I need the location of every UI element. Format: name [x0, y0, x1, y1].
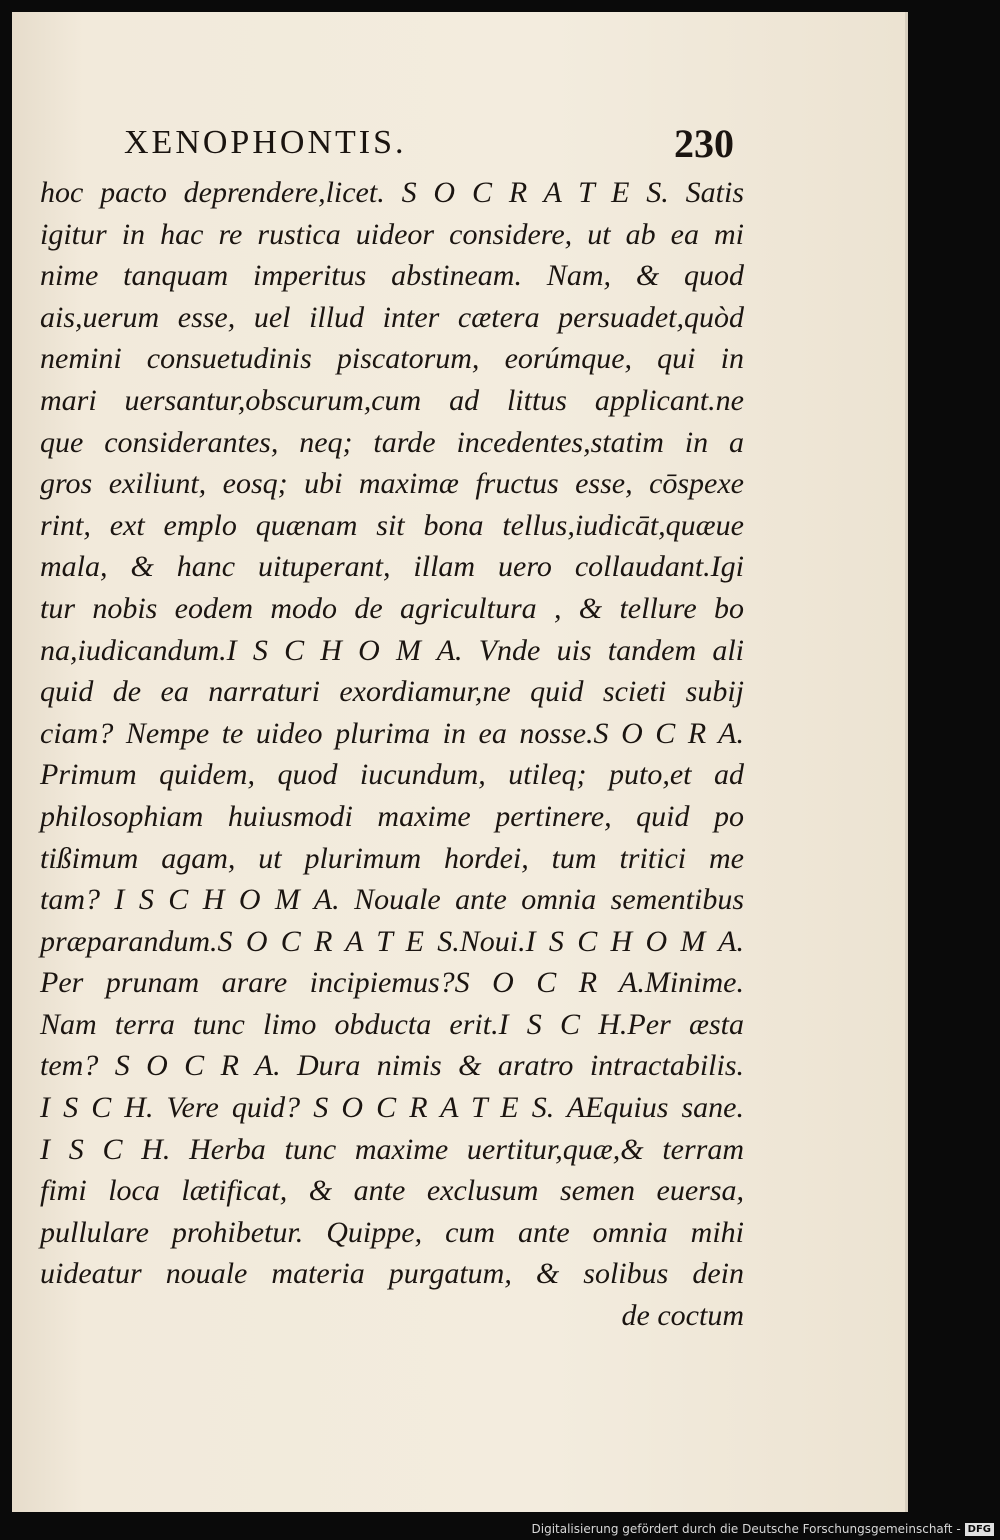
text-line: Primum quidem, quod iucundum, utileq; puto,et ad — [40, 758, 744, 792]
text-line: pullulare prohibetur. Quippe, cum ante omnia mihi — [40, 1215, 744, 1249]
text-line: præparandum.S O C R A T E S.Noui.I S C H O M A. — [40, 924, 744, 958]
text-line: I S C H. Herba tunc maxime uertitur,quæ,& terram — [40, 1132, 744, 1166]
text-line: igitur in hac re rustica uideor considere, ut ab ea mi — [40, 217, 744, 251]
text-line: tur nobis eodem modo de agricultura , & tellure bo — [40, 591, 744, 625]
text-line: Per prunam arare incipiemus?S O C R A.Minime. — [40, 966, 744, 1000]
page-header — [124, 121, 734, 174]
body-text — [40, 172, 744, 1337]
text-line: tam? I S C H O M A. Nouale ante omnia sementibus — [40, 883, 744, 917]
text-line: Nam terra tunc limo obducta erit.I S C H.Per æsta — [40, 1007, 744, 1041]
dfg-logo-icon: DFG — [965, 1523, 994, 1536]
text-line: quid de ea narraturi exordiamur,ne quid scieti subij — [40, 675, 744, 709]
catchword: de coctum — [621, 1299, 744, 1333]
text-line: nime tanquam imperitus abstineam. Nam, & quod — [40, 259, 744, 293]
text-line: tißimum agam, ut plurimum hordei, tum tritici me — [40, 841, 744, 875]
text-line: philosophiam huiusmodi maxime pertinere, quid po — [40, 799, 744, 833]
text-line: uideatur nouale materia purgatum, & solibus dein — [40, 1257, 744, 1291]
text-line: que considerantes, neq; tarde incedentes,statim in a — [40, 425, 744, 459]
text-line: nemini consuetudinis piscatorum, eorúmque, qui in — [40, 342, 744, 376]
text-line: mari uersantur,obscurum,cum ad littus applicant.ne — [40, 383, 744, 417]
book-page — [12, 12, 908, 1512]
text-line: rint, ext emplo quænam sit bona tellus,iudicāt,quæue — [40, 508, 744, 542]
text-line: mala, & hanc uituperant, illam uero collaudant.Igi — [40, 550, 744, 584]
digitization-credit — [532, 1522, 995, 1536]
text-line: hoc pacto deprendere,licet. S O C R A T E S. Satis — [40, 176, 744, 209]
page-number: 230 — [674, 121, 734, 166]
text-line: I S C H. Vere quid? S O C R A T E S. AEquius sane. — [40, 1091, 744, 1125]
text-line: fimi loca lætificat, & ante exclusum semen euersa, — [40, 1174, 744, 1208]
running-head: XENOPHONTIS. — [124, 124, 407, 161]
text-line: ais,uerum esse, uel illud inter cætera persuadet,quòd — [40, 300, 744, 334]
text-line: tem? S O C R A. Dura nimis & aratro intractabilis. — [40, 1049, 744, 1083]
credit-text: Digitalisierung gefördert durch die Deutsche Forschungsgemeinschaft - — [531, 1522, 961, 1536]
text-line: na,iudicandum.I S C H O M A. Vnde uis tandem ali — [40, 633, 744, 667]
text-line: ciam? Nempe te uideo plurima in ea nosse.S O C R A. — [40, 716, 744, 750]
text-line: gros exiliunt, eosq; ubi maximæ fructus esse, cōspexe — [40, 467, 744, 501]
